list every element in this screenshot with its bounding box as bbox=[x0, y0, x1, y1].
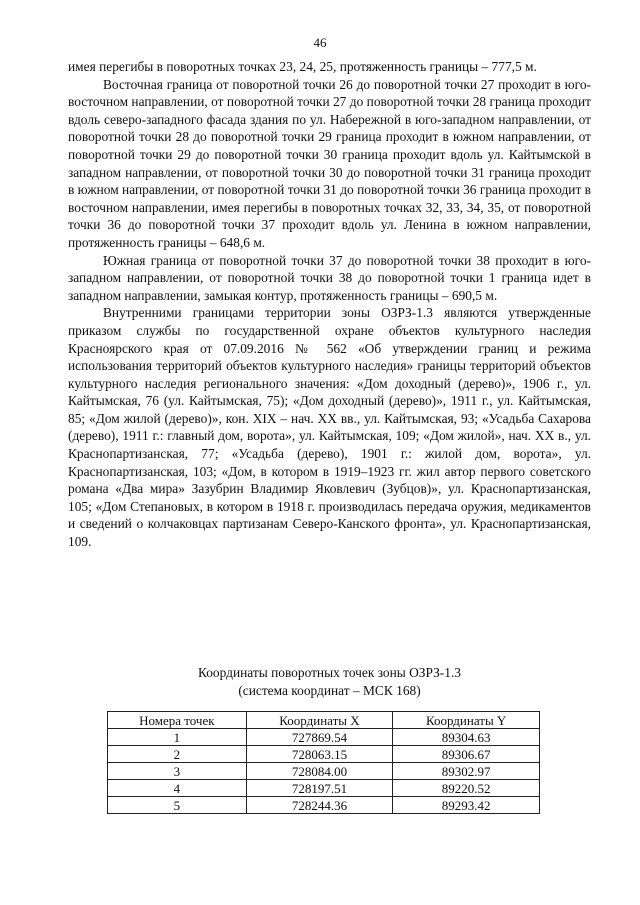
point-number-cell: 3 bbox=[108, 763, 247, 780]
paragraph-1: имея перегибы в поворотных точках 23, 24, 25, протяженность границы – 777,5 м. bbox=[68, 59, 537, 74]
coord-x-cell: 728197.51 bbox=[246, 780, 393, 797]
table-row bbox=[108, 763, 540, 780]
coord-y-cell: 89220.52 bbox=[393, 780, 540, 797]
coord-y-cell: 89293.42 bbox=[393, 797, 540, 814]
table-row bbox=[108, 797, 540, 814]
table-row bbox=[108, 729, 540, 746]
point-number-cell: 4 bbox=[108, 780, 247, 797]
coord-x-cell: 727869.54 bbox=[246, 729, 393, 746]
coord-x-cell: 728084.00 bbox=[246, 763, 393, 780]
coord-x-cell: 728063.15 bbox=[246, 746, 393, 763]
coord-x-cell: 728244.36 bbox=[246, 797, 393, 814]
coord-y-cell: 89304.63 bbox=[393, 729, 540, 746]
table-caption-title: Координаты поворотных точек зоны ОЗРЗ-1.3 bbox=[197, 665, 462, 680]
table-caption-subtitle: (система координат – МСК 168) bbox=[238, 682, 421, 698]
table-row bbox=[108, 746, 540, 763]
header-point-number: Номера точек bbox=[108, 712, 247, 729]
point-number-cell: 5 bbox=[108, 797, 247, 814]
paragraph-2: Восточная граница от поворотной точки 26 до поворотной точки 27 проходит в юго-восточном направлении, от поворотной точки 27 до поворотной точки 28 граница проходит вдоль северо-западного фасада здания по ул. Набережной в юго-западном направлении, от поворотной точки 28 до поворотной точки 29 граница проходит в южном направлении, от поворотной точки 29 до поворотной точки 30 граница проходит вдоль ул. Кайтымской в западном направлении, от поворотной точки 30 до поворотной точки 31 граница проходит в южном направлении, от поворотной точки 31 до поворотной точки 36 граница проходит в восточном направлении, имея перегибы в поворотных точках 32, 33, 34, 35, от поворотной точки 36 до поворотной точки 37 проходит вдоль ул. Ленина в южном направлении, протяженность границы – 648,6 м. bbox=[68, 76, 591, 250]
header-coord-x: Координаты X bbox=[246, 712, 393, 729]
header-coord-y: Координаты Y bbox=[393, 712, 540, 729]
table-header-row bbox=[108, 712, 540, 729]
coord-y-cell: 89306.67 bbox=[393, 746, 540, 763]
point-number-cell: 2 bbox=[108, 746, 247, 763]
page-number: 46 bbox=[313, 35, 327, 50]
paragraph-4: Внутренними границами территории зоны ОЗРЗ-1.3 являются утвержденные приказом службы по государственной охране объектов культурного наследия Красноярского края от 07.09.2016 № 562 «Об утверждении границ и режима использования территорий объектов культурного наследия» границы территорий объектов культурного наследия регионального значения: «Дом доходный (дерево)», 1906 г., ул. Кайтымская, 76 (ул. Кайтымская, 75); «Дом доходный (дерево)», 1911 г., ул. Кайтымская, 85; «Дом жилой (дерево)», кон. XIX – нач. XX вв., ул. Кайтымская, 93; «Усадьба Сахарова (дерево), 1911 г.: главный дом, ворота», ул. Кайтымская, 109; «Дом жилой», нач. XX в., ул. Краснопартизанская, 77; «Усадьба (дерево), 1901 г.: жилой дом, ворота», ул. Краснопартизанская, 103; «Дом, в котором в 1919–1923 гг. жил автор первого советского романа «Два мира» Зазубрин Владимир Яковлевич (Зубцов)», ул. Краснопартизанская, 105; «Дом Степановых, в котором в 1918 г. производилась передача оружия, медикаментов и сведений о колчаковцах партизанам Северо-Канского фронта», ул. Краснопартизанская, 109. bbox=[68, 305, 591, 550]
table-row bbox=[108, 780, 540, 797]
coordinates-table bbox=[107, 711, 540, 814]
document-body bbox=[68, 58, 591, 551]
coord-y-cell: 89302.97 bbox=[393, 763, 540, 780]
point-number-cell: 1 bbox=[108, 729, 247, 746]
table-caption bbox=[68, 664, 591, 699]
paragraph-3: Южная граница от поворотной точки 37 до поворотной точки 38 проходит в юго-западном направлении, от поворотной точки 38 до поворотной точки 1 граница идет в западном направлении, замыкая контур, протяженность границы – 690,5 м. bbox=[68, 252, 591, 303]
